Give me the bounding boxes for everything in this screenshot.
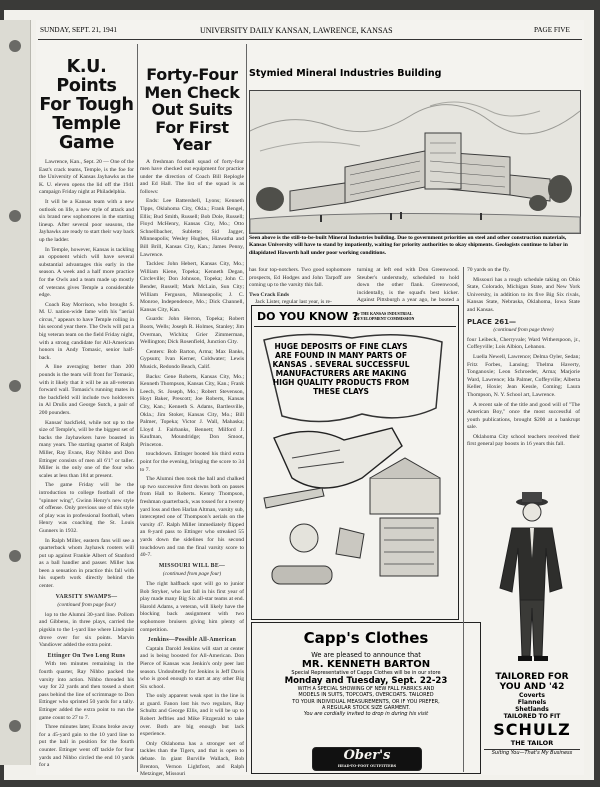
schulz-name: SCHULZ xyxy=(493,720,571,739)
subhead-varsity: VARSITY SWAMPS— xyxy=(55,593,118,600)
binder-hole xyxy=(9,720,21,732)
capps-line: Special Representative of Capps Clothes will be in our store xyxy=(291,670,441,676)
paragraph: Coach Ray Morrison, who brought S. M. U. nation-wide fame with his "aerial circus," appears to have Temple rolling in his second year there. The Owls will put a big veteran team on the field Friday night, with a strong candidate for All-American honors in Andy Tomasic, senior half-back. xyxy=(39,301,134,361)
capps-intro: We are pleased to announce that xyxy=(311,651,421,659)
newspaper-page xyxy=(36,20,584,778)
article-freshmen xyxy=(140,44,244,778)
column-rule xyxy=(463,267,464,772)
obers-logo xyxy=(312,747,422,771)
binder-hole xyxy=(9,550,21,562)
binder-hole xyxy=(9,40,21,52)
schulz-tailor-ad xyxy=(484,672,580,757)
headline-temple: K.U. Points For Tough Temple Game xyxy=(39,57,134,153)
dyk-title: DO YOU KNOW ? xyxy=(257,310,359,323)
capps-line: TO YOUR INDIVIDUAL MEASUREMENTS, OR IF YOU PREFER, xyxy=(292,698,440,705)
paragraph: A recent sale of the title and good will of "The American Boy," once the most successful of youth publications, brought $200 at a bankrupt sale. xyxy=(467,401,580,431)
paragraph: The only apparent weak spot in the line is at guard. Fanon lost his two regulars, Ray Schultz and George Ellis, and it will be up to Robert Jeffries and Mike Fitzgerald to take over. Both are big enough but lack experience. xyxy=(140,693,244,738)
paragraph: Backs: Gene Roberts, Kansas City, Mo.; Kenneth Thompson, Kansas City, Kan.; Frank Leech, St. Joseph, Mo.; Robert Stevenson, Hoyt Baker, Prescott; Joe Roberts, Kansas City, Kan.; Kenneth S. Adams, Bartlesville, Okla.; Jim Stoker, Kansas City, Mo.; Bill Palmer, Topeka; Victor J. Wall, Mahaska; Lloyd J. Fairbanks, Bennett; Milford J. Kaufman, Moundridge; Don Smoot, Princeton. xyxy=(140,373,244,448)
capps-line: A REGULAR STOCK SIZE GARMENT. xyxy=(322,704,410,711)
paragraph: Three minutes later, Evans broke away for a 45-yard gain to the 10 yard line to put the ball in position for the fourth counter. Ettinger went off tackle for four yards and Nihbo circled the end 10 yards for a xyxy=(39,724,134,769)
do-you-know-ad xyxy=(251,305,459,620)
paragraph: 70 yards on the fly. xyxy=(467,267,510,273)
paragraph: lop to the Alumni 30-yard line. Pollom and Gibbens, in three plays, carried the pigskin to the 1-yard line where Lindquist drove over for six points. Marvin Vandiover added the extra point. xyxy=(39,611,134,649)
tailored-man-drawing xyxy=(486,488,576,670)
capps-rep-name: MR. KENNETH BARTON xyxy=(301,659,431,670)
paragraph: It will be a Kansas team with a new outlook on life, a new style of attack and six brand new sophomores in the starting lineup. After several poor seasons, the Jayhawks are ready to start their way back up the ladder. xyxy=(39,198,134,243)
paragraph: A freshman football squad of forty-four men have checked out equipment for practice under the direction of Coach Bill Replogle and Ed Hall. The list of the squad is as follows: xyxy=(140,158,244,195)
dyk-body: HUGE DEPOSITS OF FINE CLAYS ARE FOUND IN MANY PARTS OF KANSAS . SEVERAL SUCCESSFUL MANUFACTURERS ARE MAKING HIGH QUALITY PRODUCTS FROM THESE CLAYS xyxy=(272,342,410,396)
schulz-line: Flannels xyxy=(517,699,547,706)
paragraph: Ends: Lee Battershell, Lyons; Kenneth Tipps, Oklahoma City, Okla.; Frank Bengel, Ellis; Bud Smith, Russell; Bob Dole, Russell; Floyd McHenry, Kansas City, Mo.; Otto Schnellbacher, Sublette; Sid Jagger, Minneapolis; Wesley Hughes, Hiawatha and Bill Brill, Kansas City, Kan.; James Penny, Lawrence. xyxy=(140,198,244,258)
paragraph: Tackles: John Hebert, Kansas City, Mo.; William Kiene, Topeka; Kenneth Degan, Circleville; Don Johnson, Topeka; John C. Bender, Russell; Mark McLain, Sun City; William Ferguson, Minneapolis; J. C. Monroe, Independence, Mo.; Dick Channell, Kansas City, Kan. xyxy=(140,261,244,313)
article-temple xyxy=(39,44,134,772)
paragraph: Oklahoma City school teachers received their first general pay boosts in 16 years this fall. xyxy=(467,433,580,448)
continued-note: (continued from page four) xyxy=(57,602,116,609)
capps-line: MODELS IN SUITS, TOPCOATS, OVERCOATS. TAILORED xyxy=(298,692,434,699)
capps-dates: Monday and Tuesday, Sept. 22-23 xyxy=(284,676,448,687)
paragraph: Jack Lister, regular last year, is re- xyxy=(255,299,332,306)
paragraph: touchdown. Ettinger booted his third extra point for the evening, bringing the score to 34 to 7. xyxy=(140,451,244,473)
page-header xyxy=(36,26,584,38)
paragraph: Kansas' backfield, while not up to the size of Temple's, will be the biggest set of backs the Jayhawkers have boasted in many years. The starting quartet of Ralph Miller, Ray Evans, Ray Nihbo and Don Ettinger consists of men all 6'1" or taller. Miller is the only one of the four who scales at less than 184 at present. xyxy=(39,419,134,479)
paragraph: Luella Newell, Lawrence; Delma Oyler, Sedan; Fritz Forbes, Lansing; Thelma Haverty, Tonganoxie; Leon Schroeder, Arma; Marjorie Ward, Lawrence; Ida Palmer, Coffeyville; Alberta Keller, Hoxie; Jean Kessle, Coming; Laura Thompson, N. Y. School art, Lawrence. xyxy=(467,353,580,398)
continued-note: (continued from page four) xyxy=(162,571,222,578)
paragraph: Only Oklahoma has a stronger set of tackles than the Tigers, and that is open to debate. In giant Burville Wallach, Bob Brenton, Vernon Lightfoot, and Ralph Metzinger, Missouri xyxy=(140,740,244,778)
dyk-byline: By THE KANSAS INDUSTRIAL DEVELOPMENT COMMISSION xyxy=(355,311,415,321)
paragraph: The right halfback spot will go to junior Bob Stryker, who last fall in his first year of play made many Big Six all-star teams at end. Harold Adams, a veteran, will likely have the blocking back assignment with two sophomore bruisers giving him plenty of competition. xyxy=(140,580,244,633)
paragraph: Missouri has a rough schedule taking on Ohio State, Colorado, Michigan State, and New York University, in addition to its five Big Six rivals, Kansas State, Nebraska, Oklahoma, Iowa State and Kansas. xyxy=(467,276,580,313)
schulz-line: Shetlands xyxy=(515,706,549,713)
capps-line: WITH A SPECIAL SHOWING OF NEW FALL FABRICS AND xyxy=(297,686,435,693)
article-place-261 xyxy=(467,267,580,451)
binder-edge xyxy=(0,20,31,765)
paragraph: The game Friday will be the introduction to college football of the "spinner wing", Gwinn Henry's new style of offense. Only previous use of this style of play was in professional football, when Henry was coaching the St. Louis Gunners in 1932. xyxy=(39,482,134,534)
paragraph: Centers: Bob Barton, Arma; Max Banks, Gypsum; Ivan Kerner, Coldwater; Lewis Musick, Redondo Beach, Calif. xyxy=(140,348,244,370)
schulz-role: THE TAILOR xyxy=(510,739,554,747)
paragraph: Guards: John Herron, Topeka; Robert Boots, Wells; Joseph R. Holmes, Stanley; Jim Overman, Wichita; Grier Zimmerman, Wellington; Dick Rosenfield, Junction City. xyxy=(140,316,244,346)
schulz-line: YOU AND '42 xyxy=(499,682,565,692)
column-rule xyxy=(137,44,138,772)
paragraph: In Temple, however, Kansas is tackling an opponent which will have several substantial advantages this early in the season. A week and a half more practice for the Owls and a team made up mostly of veterans gives Temple a considerable edge. xyxy=(39,246,134,299)
subhead-ends: Two Crack Ends xyxy=(249,291,289,298)
paragraph: With ten minutes remaining in the fourth quarter, Ray Nihbo packed the varsity into action. Nihbo threaded his way for 22 yards and then tossed a short pass behind the line of scrimmage to Don Ettinger who sprinted 50 yards for a tally. Ettinger added the extra point to run the game count to 27 to 7. xyxy=(39,661,134,721)
header-date: SUNDAY, SEPT. 21, 1941 xyxy=(40,26,117,34)
paragraph: The Alumni then took the ball and chalked up two successive first downs both on passes from Hall to Roberts. Kenny Thompson, freshman quarterback, was tossed for a twenty yard loss and then Harlan Altman, varsity sub, intercepted one of Thompson's aerials on the varsity 47. Ralph Miller immediately flipped an 8-yard pass to Ettinger who streaked 55 yards down the sidelines for his second touchdown and ran the final varsity score to 40-7. xyxy=(140,476,244,559)
illustration-caption: Seen above is the still-to-be-built Mineral Industries building. Due to government priorities on steel and other construction materials, Kansas University will have to stand by impatiently, waiting for priority authorities to okay shipments. Geologists continue to labor in dilapidated Haworth hall under poor working conditions. xyxy=(249,235,568,256)
column-rule xyxy=(246,44,247,772)
dyk-rule xyxy=(254,326,456,327)
paragraph: A line averaging better than 200 pounds is the team will front for Tomasic, with it likely that it will be an all-veteran forward wall. Tomasic's running mates in the backfield will include two holdovers in Al Drulis and George Sutch, a pair of 200 pounders. xyxy=(39,364,134,416)
capps-invite: You are cordially invited to drop in during his visit xyxy=(303,711,429,718)
headline-freshmen: Forty-Four Men Check Out Suits For First Year xyxy=(144,65,240,154)
capps-title: Capp's Clothes xyxy=(303,629,429,647)
schulz-tagline: Suiting You—That's My Business xyxy=(484,749,580,757)
subhead-ettinger: Ettinger On Two Long Runs xyxy=(47,652,126,659)
schulz-line: TAILORED FOR xyxy=(495,672,569,682)
article-missouri-cont xyxy=(249,267,351,309)
continued-note: (continued from page three) xyxy=(493,327,554,334)
building-illustration xyxy=(249,90,581,234)
binder-hole xyxy=(9,380,21,392)
headline-place: PLACE 261— xyxy=(467,317,516,326)
paragraph: has four top-notchers. Two good sophomore prospects, Ed Hodges and John Tarpoff are coming up to the varsity this fall. xyxy=(249,267,351,289)
subhead-jenkins: Jenkins—Possible All-American xyxy=(147,637,237,644)
paragraph: four Leibeck, Cherryvale; Ward Witherspoon, jr., Coffeyville; Lois Albion, Lebanon. xyxy=(467,336,580,351)
header-paper: UNIVERSITY DAILY KANSAN, LAWRENCE, KANSAS xyxy=(200,26,393,35)
obers-logo-sub: HEAD-TO-FOOT OUTFITTERS xyxy=(337,764,397,768)
header-rule xyxy=(38,39,582,40)
capps-clothes-ad xyxy=(251,622,481,774)
schulz-line: Coverts xyxy=(519,692,545,699)
building-drawing xyxy=(250,91,580,233)
binder-hole xyxy=(9,210,21,222)
paragraph: In Ralph Miller, eastern fans will see a quarterback whom Jayhawk rooters will put up against Frankie Albert of Stanford as a ball handler and passer. Miller has been a sensation in practice this fall with his superb work directly behind the center. xyxy=(39,537,134,590)
paragraph: Captain Darold Jenkins will start at center and is being boosted for All-American. Don Pierce of Kansas was Jenkin's only peer last season. Undoubtedly for Jenkins is Jeff Davis who is good enough to start at any other Big Six school. xyxy=(140,645,244,690)
paragraph: Lawrence, Kan., Sept. 20 — One of the East's crack teams, Temple, is the foe for the University of Kansas Jayhawks as the K. U. eleven opens the lid off the 1941 campaign Friday night at Philadelphia. xyxy=(39,159,134,196)
obers-logo-text: Ober's xyxy=(343,748,391,763)
subhead-missouri: MISSOURI WILL BE— xyxy=(158,562,226,569)
schulz-line: TAILORED TO FIT xyxy=(503,713,561,720)
header-page: PAGE FIVE xyxy=(534,26,570,34)
headline-stymied: Stymied Mineral Industries Building xyxy=(249,68,442,79)
paragraph: turning at left end with Don Greenwood. Steuber's understudy, scheduled to hold down the other flank. Greenwood, incidentally, is the squad's best kicker. Against Pittsburgh a year ago, he booted a xyxy=(357,267,459,304)
